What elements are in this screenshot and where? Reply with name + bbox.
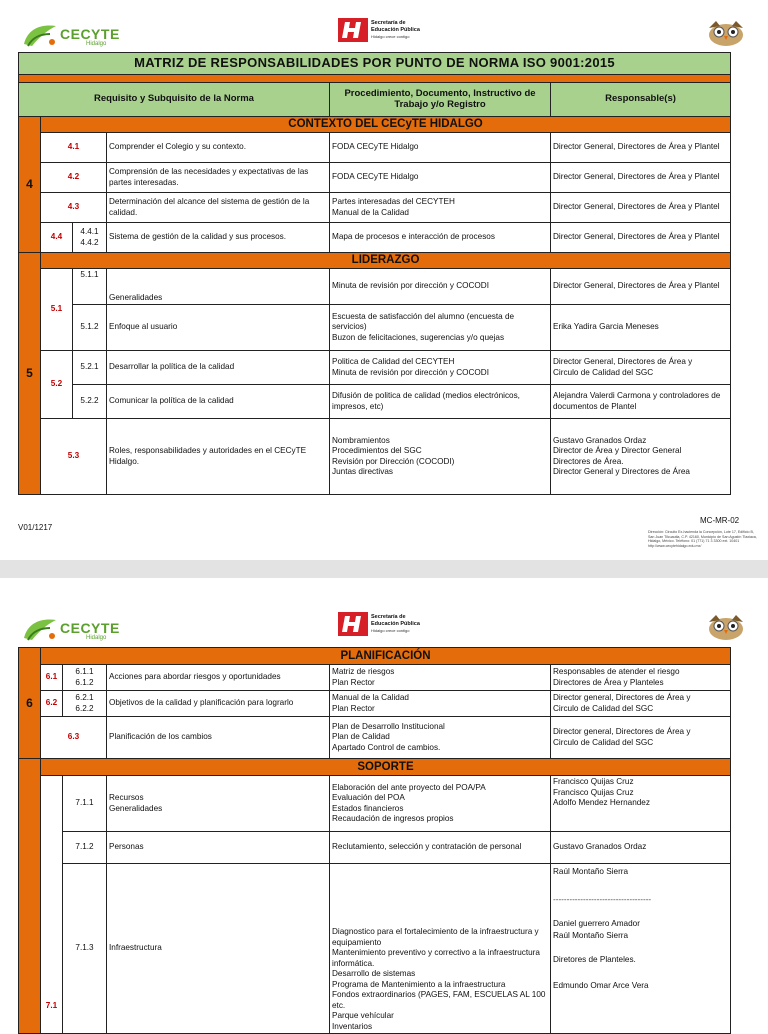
- clause-description: Enfoque al usuario: [107, 305, 330, 351]
- procedure-line: Politica de Calidad del CECYTEH: [332, 357, 455, 366]
- subclause-number: 6.1.2: [75, 677, 94, 687]
- subclause-numbers: [63, 691, 107, 717]
- procedure-line: Mantenimiento preventivo y correctivo a la infraestructura informática.: [332, 948, 540, 968]
- subclause-number: 7.1.3: [63, 864, 107, 1034]
- clause-number: 4.4: [41, 223, 73, 253]
- clause-procedure: Difusión de politica de calidad (medios electrónicos, impresos, etc): [330, 385, 551, 419]
- orange-divider: [19, 75, 731, 83]
- sep-line-1: Secretaría de: [371, 20, 406, 26]
- sep-line-3: Hidalgo crece contigo: [371, 628, 410, 633]
- clause-procedure: Mapa de procesos e interacción de procesos: [330, 223, 551, 253]
- procedure-line: Elaboración del ante proyecto del POA/PA: [332, 782, 486, 792]
- subclause-number: 5.2.1: [73, 351, 107, 385]
- procedure-line: Matriz de riesgos: [332, 667, 395, 676]
- document-code: MC-MR-02: [700, 516, 740, 525]
- clause-number: 7.1: [41, 776, 63, 1034]
- subclause-number: 7.1.2: [63, 832, 107, 864]
- page-2: [0, 578, 768, 1031]
- clause-procedure: [330, 691, 551, 717]
- procedure-line: Apartado Control de cambios.: [332, 742, 441, 752]
- clause-description: Sistema de gestión de la calidad y sus procesos.: [107, 223, 330, 253]
- clause-description: Objetivos de la calidad y planificación para lograrlo: [107, 691, 330, 717]
- responsible-line: Francisco Quijas Cruz: [553, 787, 634, 797]
- responsible-line: Directores de Área.: [553, 456, 624, 466]
- responsible-line: Daniel guerrero Amador: [553, 919, 640, 928]
- subclause-number: 5.1.1: [73, 269, 107, 305]
- clause-responsible: Director General, Directores de Área y Plantel: [551, 193, 731, 223]
- subclause-number: 6.2.2: [75, 703, 94, 713]
- responsible-line: Edmundo Omar Arce Vera: [553, 981, 649, 990]
- procedure-line: Manual de la Calidad: [332, 693, 409, 702]
- procedure-line: Manual de la Calidad: [332, 207, 409, 217]
- procedure-line: Recaudación de ingresos propios: [332, 814, 454, 823]
- description-line: Generalidades: [109, 803, 163, 813]
- responsibility-matrix-page1: [18, 52, 731, 495]
- clause-procedure: [330, 193, 551, 223]
- sep-logo: [338, 18, 448, 44]
- clause-procedure: [330, 776, 551, 832]
- header-responsable: Responsable(s): [551, 83, 731, 117]
- procedure-line: Fondos extraordinarios (PAGES, FAM, ESCUELAS AL 100 etc.: [332, 990, 546, 1010]
- header-procedimiento: Procedimiento, Documento, Instructivo de Trabajo y/o Registro: [330, 83, 551, 117]
- procedure-line: Buzon de felicitaciones, sugerencias y/o quejas: [332, 332, 505, 342]
- sep-hidalgo-icon: [338, 612, 368, 636]
- sep-line-1: Secretaría de: [371, 614, 406, 620]
- responsible-line: Francisco Quijas Cruz: [553, 777, 634, 786]
- subclause-number: 6.2.1: [75, 693, 94, 702]
- description-line: Recursos: [109, 793, 144, 802]
- procedure-line: Inventarios: [332, 1021, 373, 1031]
- clause-description: Determinación del alcance del sistema de gestión de la calidad.: [107, 193, 330, 223]
- version-code: V01/1217: [18, 523, 53, 532]
- responsible-line: Director general, Directores de Área y: [553, 727, 691, 736]
- section-number: 4: [19, 117, 41, 253]
- clause-procedure: FODA CECyTE Hidalgo: [330, 133, 551, 163]
- clause-responsible: Gustavo Granados Ordaz: [551, 832, 731, 864]
- clause-description: Planificación de los cambios: [107, 717, 330, 759]
- procedure-line: Parque vehícular: [332, 1011, 394, 1020]
- section-number: 6: [19, 648, 41, 759]
- clause-description: Roles, responsabilidades y autoridades en el CECyTE Hidalgo.: [107, 419, 330, 495]
- page-gap: [0, 560, 768, 578]
- section-number-cell: [19, 759, 41, 1034]
- clause-procedure: [330, 351, 551, 385]
- clause-procedure: [330, 419, 551, 495]
- sep-line-3: Hidalgo crece contigo: [371, 34, 410, 39]
- responsible-line: Directores de Área y Planteles: [553, 677, 664, 687]
- responsible-line: Circulo de Calidad del SGC: [553, 703, 654, 713]
- clause-number: 6.1: [41, 665, 63, 691]
- clause-number: 6.3: [41, 717, 107, 759]
- cecyte-logo: [20, 614, 140, 646]
- cecyte-logo: [20, 20, 140, 52]
- clause-description: Acciones para abordar riesgos y oportunidades: [107, 665, 330, 691]
- clause-procedure: [330, 665, 551, 691]
- clause-responsible: Director General, Directores de Área y Plantel: [551, 133, 731, 163]
- clause-responsible: [551, 691, 731, 717]
- responsible-line: Director General y Directores de Área: [553, 467, 690, 476]
- cecyte-logo-sub: Hidalgo: [86, 41, 107, 47]
- sep-line-2: Educación Pública: [371, 26, 420, 33]
- subclause-number: 4.4.1: [80, 227, 99, 236]
- clause-responsible: [551, 776, 731, 832]
- subclause-number: 5.2.2: [73, 385, 107, 419]
- clause-number: 4.2: [41, 163, 107, 193]
- procedure-line: Plan Rector: [332, 703, 375, 713]
- cecyte-logo-name: CECYTE: [60, 26, 120, 42]
- clause-number: 4.3: [41, 193, 107, 223]
- clause-description: Infraestructura: [107, 864, 330, 1034]
- procedure-line: Partes interesadas del CECYTEH: [332, 197, 455, 206]
- clause-number: 6.2: [41, 691, 63, 717]
- clause-responsible: Alejandra Valerdi Carmona y controladores de documentos de Plantel: [551, 385, 731, 419]
- responsible-line: Director General, Directores de Área y: [553, 357, 693, 366]
- clause-procedure: Minuta de revisión por dirección y COCODI: [330, 269, 551, 305]
- clause-responsible: [551, 351, 731, 385]
- responsibility-matrix-page2: [18, 647, 731, 1034]
- leaf-icon: [22, 22, 58, 48]
- sep-logo-text: [371, 614, 441, 627]
- clause-procedure: [330, 305, 551, 351]
- subclause-numbers: [73, 223, 107, 253]
- responsible-line: Circulo de Calidad del SGC: [553, 367, 654, 377]
- section-title: PLANIFICACIÓN: [41, 648, 731, 665]
- clause-responsible: Director General, Directores de Área y Plantel: [551, 163, 731, 193]
- sep-line-2: Educación Pública: [371, 620, 420, 627]
- cecyte-logo-sub: Hidalgo: [86, 635, 107, 641]
- clause-number: 5.2: [41, 351, 73, 419]
- clause-procedure: [330, 717, 551, 759]
- sep-hidalgo-icon: [338, 18, 368, 42]
- procedure-line: Plan de Calidad: [332, 732, 390, 742]
- procedure-line: Evaluación del POA: [332, 793, 405, 802]
- section-title: SOPORTE: [41, 759, 731, 776]
- clause-procedure: [330, 864, 551, 1034]
- responsible-line: Circulo de Calidad del SGC: [553, 737, 654, 747]
- clause-number: 4.1: [41, 133, 107, 163]
- procedure-line: Escuesta de satisfacción del alumno (encuesta de servicios): [332, 311, 515, 332]
- clause-responsible: [551, 864, 731, 1034]
- procedure-line: Plan de Desarrollo Institucional: [332, 721, 445, 731]
- responsible-line: Director de Área y Director General: [553, 446, 682, 455]
- clause-responsible: [551, 717, 731, 759]
- responsible-line: ------------------------------------: [553, 895, 652, 904]
- clause-description: Personas: [107, 832, 330, 864]
- responsible-line: Raúl Montaño Sierra: [553, 867, 629, 876]
- sep-logo: [338, 612, 448, 638]
- procedure-line: Estados financieros: [332, 803, 404, 813]
- clause-number: 5.1: [41, 269, 73, 351]
- section-title: LIDERAZGO: [41, 253, 731, 269]
- clause-description: Generalidades: [107, 269, 330, 305]
- subclause-number: 4.4.2: [80, 237, 99, 247]
- section-number: 5: [19, 253, 41, 495]
- clause-responsible: Erika Yadira Garcia Meneses: [551, 305, 731, 351]
- clause-responsible: Director General, Directores de Área y Plantel: [551, 223, 731, 253]
- subclause-number: 7.1.1: [63, 776, 107, 832]
- owl-crest-icon: [706, 18, 746, 48]
- responsible-line: Diretores de Planteles.: [553, 955, 636, 964]
- footer-address: Dirección: Circuito Ex-hacienda la Concepción, Lote 17, Edificio B, San Juan Tilcuautla, C.P. 42160, Municipio de San Agustín Tlaxiaca, Hidalgo, México. Teléfono: 01 (771) 71 3 3300 ext. 10401 http://www.cecytehidalgo.edu.mx/: [648, 530, 757, 548]
- responsible-line: Raúl Montaño Sierra: [553, 931, 629, 940]
- clause-responsible: Director General, Directores de Área y Plantel: [551, 269, 731, 305]
- clause-responsible: [551, 665, 731, 691]
- sep-logo-text: [371, 20, 441, 33]
- clause-description: Comprensión de las necesidades y expectativas de las partes interesadas.: [107, 163, 330, 193]
- page-header: [0, 578, 768, 646]
- leaf-icon: [22, 616, 58, 642]
- clause-description: Desarrollar la política de la calidad: [107, 351, 330, 385]
- responsible-line: Responsables de atender el riesgo: [553, 667, 680, 676]
- cecyte-logo-name: CECYTE: [60, 620, 120, 636]
- clause-description: [107, 776, 330, 832]
- matrix-title: MATRIZ DE RESPONSABILIDADES POR PUNTO DE NORMA ISO 9001:2015: [19, 53, 731, 75]
- clause-procedure: FODA CECyTE Hidalgo: [330, 163, 551, 193]
- clause-number: 5.3: [41, 419, 107, 495]
- section-title: CONTEXTO DEL CECyTE HIDALGO: [41, 117, 731, 133]
- page-header: [0, 0, 768, 52]
- procedure-line: Desarrollo de sistemas: [332, 969, 416, 978]
- procedure-line: Diagnostico para el fortalecimiento de la infraestructura y equipamiento: [332, 927, 539, 947]
- responsible-line: Gustavo Granados Ordaz: [553, 435, 647, 445]
- subclause-number: 5.1.2: [73, 305, 107, 351]
- procedure-line: Juntas directivas: [332, 467, 393, 476]
- subclause-numbers: [63, 665, 107, 691]
- procedure-line: Minuta de revisión por dirección y COCODI: [332, 367, 489, 377]
- procedure-line: Revisión por Dirección (COCODI): [332, 456, 455, 466]
- owl-crest-icon: [706, 612, 746, 642]
- clause-responsible: [551, 419, 731, 495]
- procedure-line: Plan Rector: [332, 677, 375, 687]
- clause-description: Comunicar la política de la calidad: [107, 385, 330, 419]
- clause-procedure: Reclutamiento, selección y contratación de personal: [330, 832, 551, 864]
- subclause-number: 6.1.1: [75, 667, 94, 676]
- header-requisito: Requisito y Subquisito de la Norma: [19, 83, 330, 117]
- clause-description: Comprender el Colegio y su contexto.: [107, 133, 330, 163]
- procedure-line: Nombramientos: [332, 435, 390, 445]
- procedure-line: Programa de Mantenimiento a la infraestructura: [332, 979, 506, 989]
- responsible-line: Adolfo Mendez Hernandez: [553, 798, 650, 807]
- responsible-line: Director general, Directores de Área y: [553, 693, 691, 702]
- procedure-line: Procedimientos del SGC: [332, 446, 422, 455]
